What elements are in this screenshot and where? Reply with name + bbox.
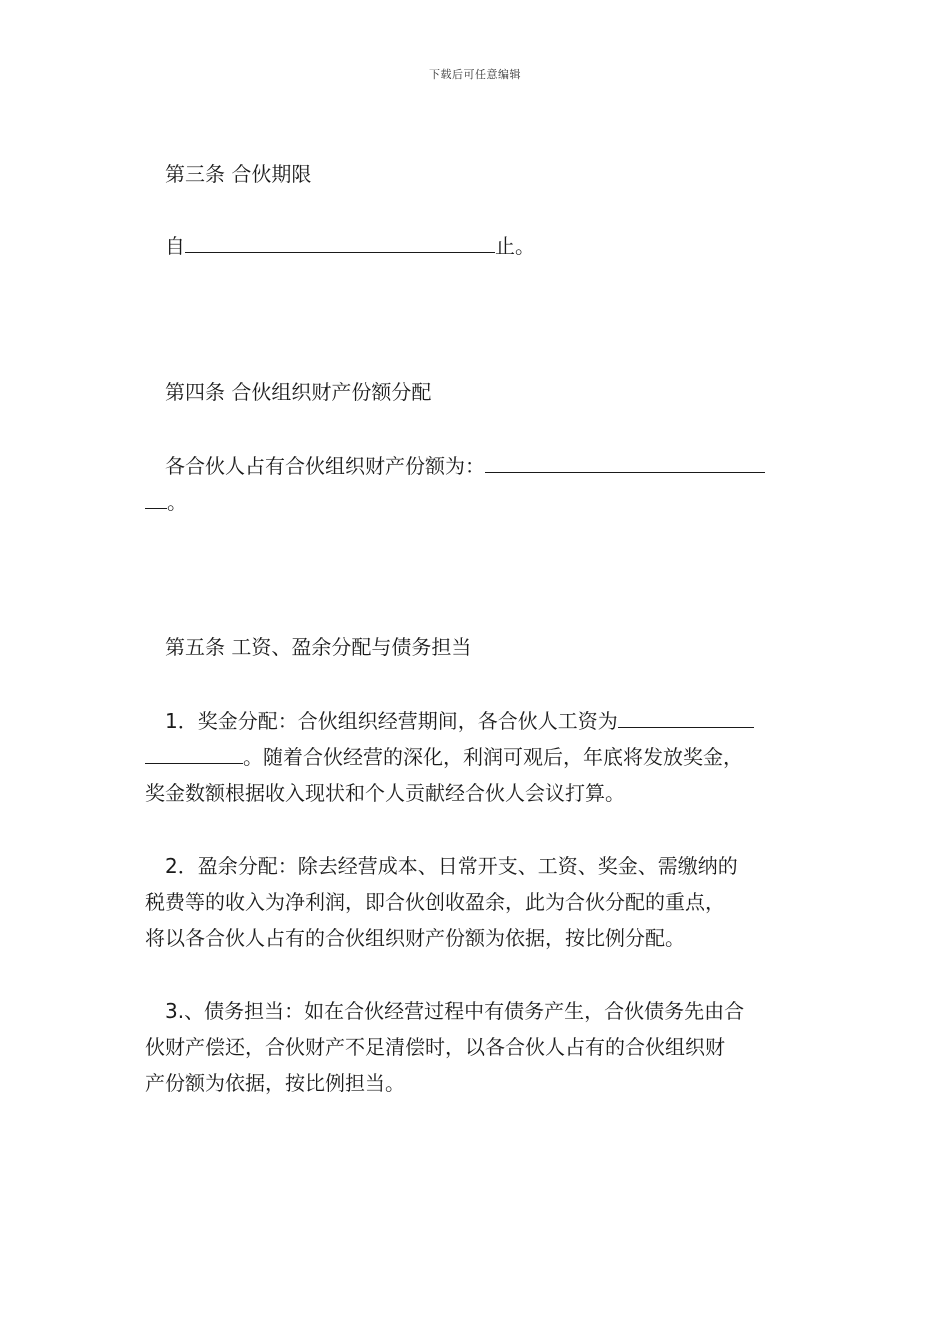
item-2-line-2: 税费等的收入为净利润，即合伙创收盈余，此为合伙分配的重点， [145, 890, 725, 914]
share-end: 。 [167, 490, 187, 514]
item-3-line-2: 伙财产偿还，合伙财产不足清偿时，以各合伙人占有的合伙组织财 [145, 1035, 725, 1059]
item-3-line-1: 3.、债务担当：如在合伙经营过程中有债务产生，合伙债务先由合 [165, 999, 745, 1023]
article-3-term [145, 228, 827, 264]
article-3-heading: 第三条 合伙期限 [165, 162, 312, 186]
share-blank-field[interactable] [485, 450, 765, 473]
term-suffix: 止。 [495, 234, 535, 258]
term-blank-field[interactable] [185, 230, 495, 253]
share-text: 各合伙人占有合伙组织财产份额为： [165, 454, 485, 478]
item-1-prefix: 1．奖金分配：合伙组织经营期间，各合伙人工资为 [165, 709, 618, 733]
article-4-share-line-2 [145, 484, 807, 520]
article-4-heading: 第四条 合伙组织财产份额分配 [165, 380, 432, 404]
item-1-line-2 [145, 739, 807, 775]
item-2-line-1: 2．盈余分配：除去经营成本、日常开支、工资、奖金、需缴纳的 [165, 854, 738, 878]
salary-blank-field-continued[interactable] [145, 741, 243, 764]
salary-blank-field[interactable] [618, 705, 754, 728]
header-note: 下载后可任意编辑 [429, 68, 521, 81]
item-1-line-1 [145, 703, 827, 739]
share-blank-field-continued[interactable] [145, 486, 167, 509]
item-3-line-3: 产份额为依据，按比例担当。 [145, 1071, 405, 1095]
article-4-share-line [145, 448, 827, 484]
item-1-line-3: 奖金数额根据收入现状和个人贡献经合伙人会议打算。 [145, 781, 625, 805]
term-prefix: 自 [165, 234, 185, 258]
article-5-heading: 第五条 工资、盈余分配与债务担当 [165, 635, 472, 659]
item-1-line-2-text: 。随着合伙经营的深化，利润可观后，年底将发放奖金， [243, 745, 743, 769]
item-2-line-3: 将以各合伙人占有的合伙组织财产份额为依据，按比例分配。 [145, 926, 685, 950]
